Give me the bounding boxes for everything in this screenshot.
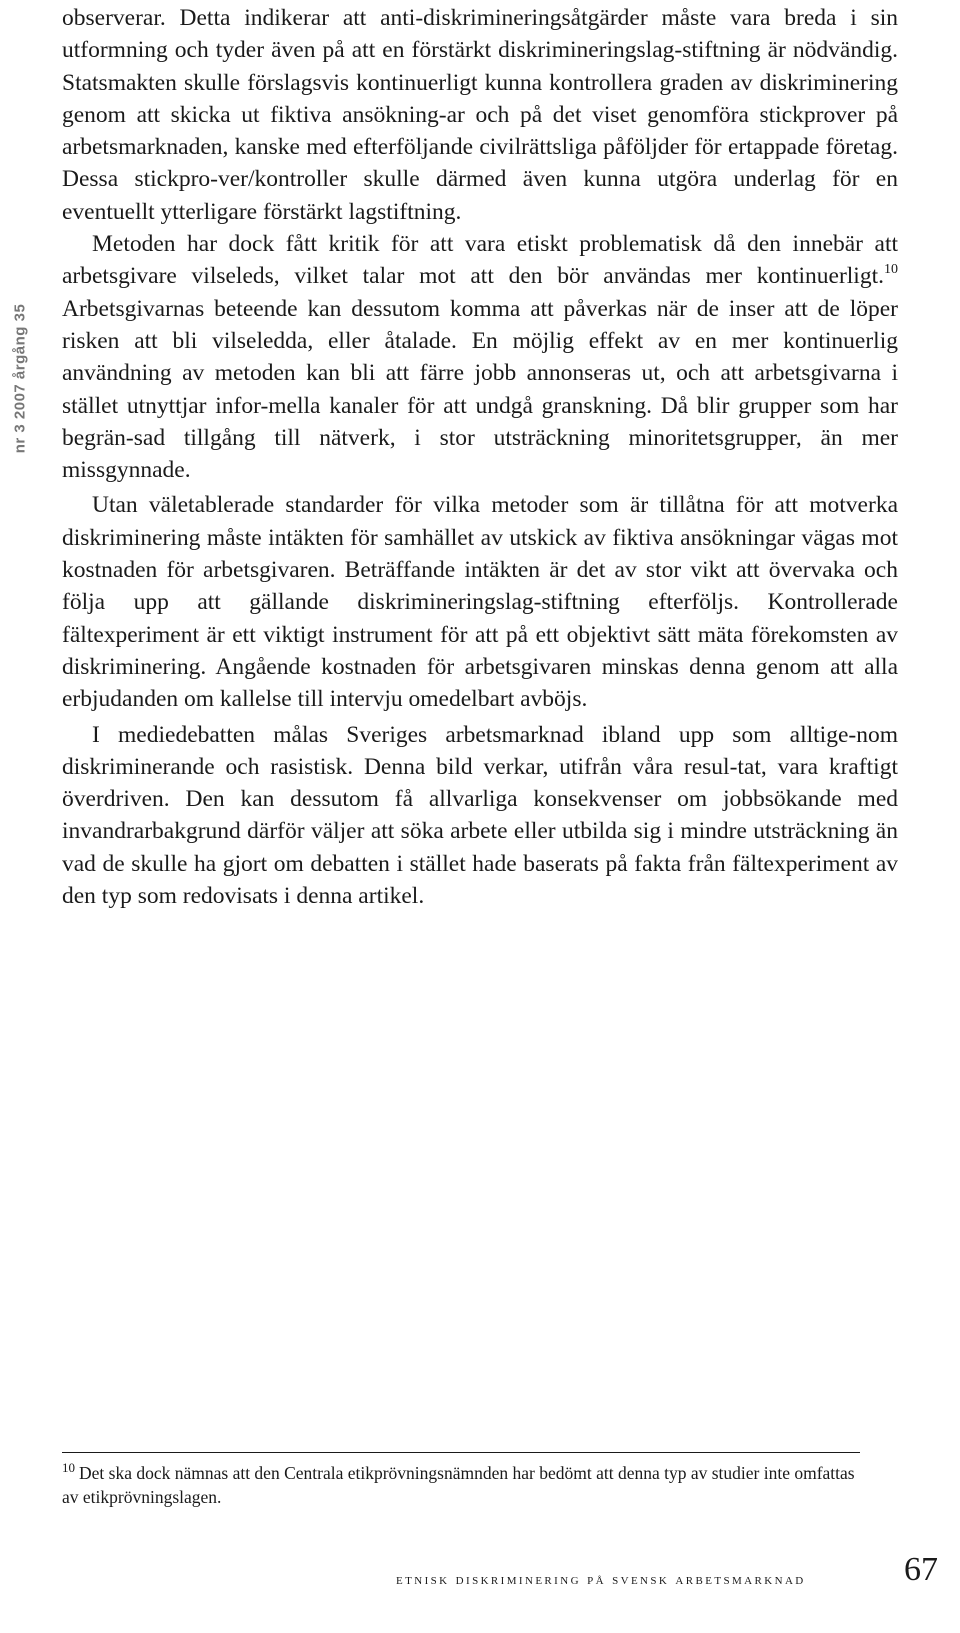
paragraph-2-part-2: Arbetsgivarnas beteende kan dessutom komma att påverkas när de inser att de löper risken att bli vilseledda, eller åtalade. En möjlig effekt av en mer kontinuerlig användning av metoden kan bli att färre jobb annonseras ut, och att arbetsgivarna i stället utnyttjar infor-mella kanaler för att undgå granskning. Då blir grupper som har begrän-sad tillgång till nätverk, i stor utsträckning minoritetsgrupper, än mer missgynnade. <box>62 295 898 484</box>
paragraph-4: I mediedebatten målas Sveriges arbetsmarknad ibland upp som alltige-nom diskriminerande och rasistisk. Denna bild verkar, utifrån våra resul-tat, vara kraftigt överdriven. Den kan dessutom få allvarliga konsekvenser om jobbsökande med invandrarbakgrund därför väljer att söka arbete eller utbilda sig i mindre utsträckning än vad de skulle ha gjort om debatten i stället hade baserats på fakta från fältexperiment av den typ som redovisats i denna artikel. <box>62 721 898 910</box>
running-footer: etnisk diskriminering på svensk arbetsmarknad <box>396 1572 806 1588</box>
paragraph-3: Utan väletablerade standarder för vilka metoder som är tillåtna för att motverka diskriminering måste intäkten för samhället av utskick av fiktiva ansökningar vägas mot kostnaden för arbetsgivaren. Beträffande intäkten är det av stor vikt att övervaka och följa upp att gällande diskrimineringslag-stiftning efterföljs. Kontrollerade fältexperiment är ett viktigt instrument för att på ett objektivt sätt mäta förekomsten av diskriminering. Angående kostnaden för arbetsgivaren minskas denna genom att alla erbjudanden om kallelse till intervju omedelbart avböjs. <box>62 492 898 713</box>
article-body <box>62 2 898 912</box>
journal-issue-text: nr 3 2007 årgång 35 <box>11 303 29 453</box>
footnote-number: 10 <box>62 1460 75 1475</box>
footnote-reference-10[interactable]: 10 <box>884 262 898 278</box>
paragraph-2-part-1: Metoden har dock fått kritik för att vara etiskt problematisk då den innebär att arbetsgivare vilseleds, vilket talar mot att den bör användas mer kontinuerligt. <box>62 231 898 290</box>
paragraph-2 <box>62 228 898 486</box>
footnote-divider <box>62 1452 860 1453</box>
page-number: 67 <box>904 1551 938 1588</box>
paragraph-1: observerar. Detta indikerar att anti-diskrimineringsåtgärder måste vara breda i sin utformning och tyder även på att en förstärkt diskrimineringslag-stiftning är nödvändig. Statsmakten skulle förslagsvis kontinuerligt kunna kontrollera graden av diskriminering genom att skicka ut fiktiva ansökning-ar och på det viset genomföra stickprover på arbetsmarknaden, kanske med efterföljande civilrättsliga påföljder för ertappade företag. Dessa stickpro-ver/kontroller skulle därmed även kunna utgöra underlag för en eventuellt ytterligare förstärkt lagstiftning. <box>62 5 898 225</box>
footnote-10 <box>62 1461 872 1509</box>
journal-issue-label <box>0 268 40 488</box>
footnote-text: Det ska dock nämnas att den Centrala etikprövningsnämnden har bedömt att denna typ av studier inte omfattas av etikprövningslagen. <box>62 1463 855 1507</box>
